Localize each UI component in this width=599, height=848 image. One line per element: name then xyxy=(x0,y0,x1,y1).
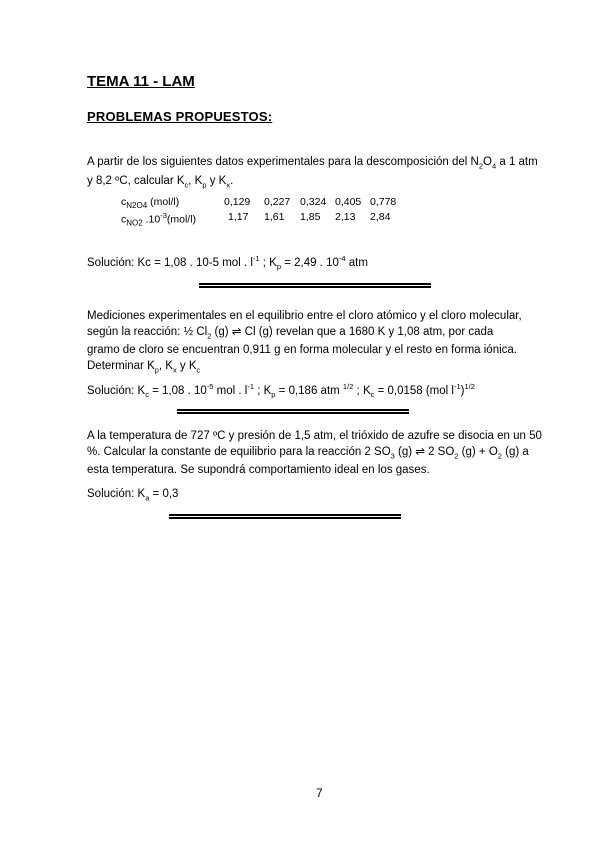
sol1-text: ; K xyxy=(259,256,277,269)
row2-value: 1,85 xyxy=(300,211,321,223)
row1-value: 0,405 xyxy=(335,196,362,208)
separator-rule xyxy=(177,412,409,414)
p1-text: , K xyxy=(188,174,203,187)
sol2-text: = 0,186 atm xyxy=(275,384,343,397)
p3-text: A la temperatura de 727 ºC y presión de 1,5 atm, el trióxido de azufre se disocia en un 50 xyxy=(87,430,542,442)
sol2-text: = 1,08 . 10 xyxy=(148,384,207,397)
p2-sub: x xyxy=(172,365,177,375)
sol2-sup: 1/2 xyxy=(342,382,354,391)
p3-text: (g) a xyxy=(501,445,529,458)
problem-1-solution xyxy=(87,251,368,275)
sol3-sub: a xyxy=(145,493,150,503)
problem-1-statement xyxy=(87,155,545,193)
p2-text: según la reacción: ½ Cl xyxy=(87,325,208,338)
p1-sub: c xyxy=(184,180,189,190)
p2-text: y K xyxy=(176,359,197,372)
row2-value: 1,61 xyxy=(264,211,285,223)
p3-sub: 2 xyxy=(497,450,502,460)
data-table xyxy=(121,196,421,228)
p3-text: (g) ⇌ 2 SO xyxy=(394,445,455,458)
separator-rule xyxy=(169,517,401,519)
p3-text: %. Calcular la constante de equilibrio para la reacción 2 SO xyxy=(87,445,391,458)
p3-sub: 3 xyxy=(390,450,395,460)
sol2-sup: -1 xyxy=(453,382,461,391)
p2-text: Determinar K xyxy=(87,359,155,372)
row2-label-unit: (mol/l) xyxy=(166,213,197,226)
row2-value: 1,17 xyxy=(228,211,249,223)
row1-label-unit: (mol/l) xyxy=(147,196,180,208)
row2-value: 2,13 xyxy=(335,211,356,223)
row2-label xyxy=(121,211,196,228)
p3-text: esta temperatura. Se supondrá comportamiento ideal en los gases. xyxy=(87,464,430,477)
p1-sub: p xyxy=(202,180,207,190)
p1-text: . xyxy=(230,174,234,187)
sol1-sup: -4 xyxy=(338,254,346,263)
sol2-sub: c xyxy=(370,390,375,400)
sol2-sup: 1/2 xyxy=(464,382,475,391)
sol2-text: = 0,0158 (mol l xyxy=(374,384,454,397)
sol1-text: = 2,49 . 10 xyxy=(281,256,339,269)
p2-sub: c xyxy=(196,365,201,375)
p3-sub: 2 xyxy=(454,450,459,460)
sol2-sub: p xyxy=(271,390,276,400)
sol1-sub: p xyxy=(276,262,281,272)
row2-value: 2,84 xyxy=(370,211,391,223)
p1-sub: x xyxy=(226,180,231,190)
row1-value: 0,324 xyxy=(300,196,327,208)
problem-2-statement xyxy=(87,309,545,378)
p1-text: y 8,2 ºC, calcular K xyxy=(87,174,185,187)
row2-label-sub: NO2 xyxy=(126,218,143,228)
sol2-text: ; K xyxy=(353,384,371,397)
sol1-text: Solución: Kc = 1,08 . 10-5 mol . l xyxy=(87,256,253,269)
p2-sub: p xyxy=(154,365,159,375)
sol2-text: ) xyxy=(460,384,465,397)
p1-text: A partir de los siguientes datos experimentales para la descomposición del N xyxy=(87,156,479,168)
sol3-text: = 0,3 xyxy=(149,488,179,500)
sol2-text: Solución: K xyxy=(87,384,146,397)
row1-label-sub: N2O4 xyxy=(126,201,148,211)
row2-label-text: .10 xyxy=(142,213,161,226)
p1-text: y K xyxy=(206,174,227,187)
separator-rule xyxy=(177,409,409,411)
p1-text: O xyxy=(483,156,492,168)
row2-label-c: c xyxy=(121,213,127,226)
row1-value: 0,778 xyxy=(370,196,397,208)
problem-3-solution xyxy=(87,487,178,506)
sol2-sup: -5 xyxy=(206,382,214,391)
sol1-sup: -1 xyxy=(252,254,260,263)
sol2-text: ; K xyxy=(254,384,272,397)
separator-rule xyxy=(169,514,401,516)
p2-text: , K xyxy=(158,359,173,372)
page-number: 7 xyxy=(316,786,323,800)
row1-label xyxy=(121,196,179,210)
p1-text: a 1 atm xyxy=(496,156,538,168)
row1-value: 0,129 xyxy=(224,196,251,208)
p1-sub: 2 xyxy=(478,161,484,171)
row1-value: 0,227 xyxy=(264,196,291,208)
p2-text: (g) ⇌ Cl (g) revelan que a 1680 K y 1,08 atm, por cada xyxy=(211,325,494,338)
p2-text: Mediciones experimentales en el equilibrio entre el cloro atómico y el cloro molecular, xyxy=(87,310,522,322)
sol2-text: mol . l xyxy=(213,384,248,397)
problem-3-statement xyxy=(87,429,545,479)
sol2-sup: -1 xyxy=(247,382,255,391)
sol3-text: Solución: K xyxy=(87,488,146,500)
page-title: TEMA 11 - LAM xyxy=(87,73,195,90)
sol2-sub: c xyxy=(145,390,149,400)
problem-2-solution xyxy=(87,379,475,403)
separator-rule xyxy=(199,286,431,288)
sol1-text: atm xyxy=(345,256,368,269)
p3-text: (g) + O xyxy=(458,445,498,458)
row2-label-exp: -3 xyxy=(160,211,167,220)
p2-text: gramo de cloro se encuentran 0,911 g en forma molecular y el resto en forma iónica. xyxy=(87,344,517,357)
p1-sub: 4 xyxy=(491,161,497,171)
row1-label-c: c xyxy=(121,196,127,208)
separator-rule xyxy=(199,283,431,285)
p2-sub: 2 xyxy=(207,330,212,340)
section-subtitle: PROBLEMAS PROPUESTOS: xyxy=(87,109,273,124)
